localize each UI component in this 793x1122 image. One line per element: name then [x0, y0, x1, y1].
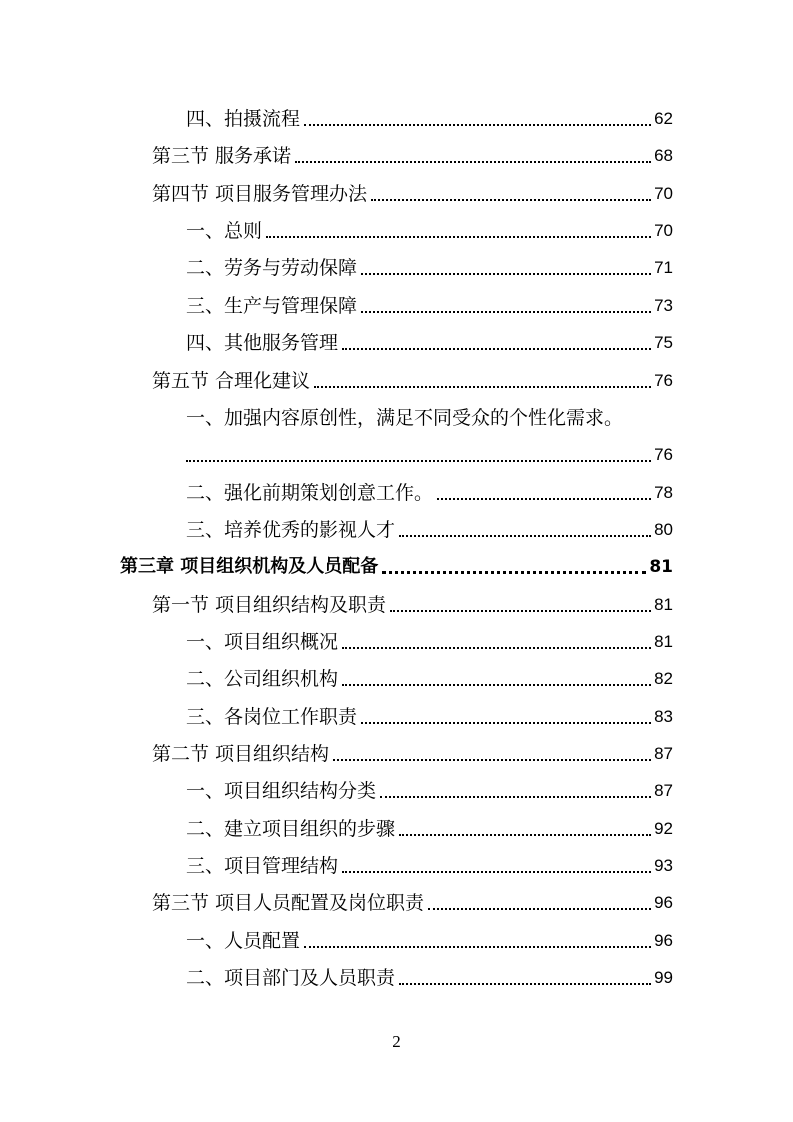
toc-entry-page: 62	[654, 109, 673, 128]
toc-entry[interactable]	[186, 328, 673, 358]
toc-entry-title: 第四节 项目服务管理办法	[152, 183, 368, 205]
toc-entry[interactable]	[186, 963, 673, 993]
dot-leader	[399, 535, 651, 537]
dot-leader	[399, 983, 651, 985]
toc-entry-title: 四、其他服务管理	[186, 332, 339, 354]
toc-entry[interactable]	[186, 515, 673, 545]
toc-entry[interactable]	[186, 216, 673, 246]
toc-entry-page: 81	[654, 595, 673, 614]
dot-leader	[266, 236, 651, 238]
toc-entry-page: 80	[654, 520, 673, 539]
dot-leader	[371, 199, 651, 201]
toc-entry-title: 一、总则	[186, 220, 263, 242]
toc-entry-title: 二、公司组织机构	[186, 668, 339, 690]
toc-entry-title: 一、项目组织概况	[186, 631, 339, 653]
toc-entry-page: 70	[654, 221, 673, 240]
toc-entry-page: 83	[654, 707, 673, 726]
toc-entry[interactable]	[186, 291, 673, 321]
toc-entry-continuation[interactable]	[186, 440, 673, 470]
dot-leader	[186, 460, 651, 462]
toc-entry[interactable]	[186, 627, 673, 657]
dot-leader	[390, 610, 651, 612]
toc-entry-page: 96	[654, 893, 673, 912]
toc-entry-title: 一、项目组织结构分类	[186, 780, 377, 802]
toc-entry-title: 三、生产与管理保障	[186, 295, 358, 317]
toc-entry[interactable]	[186, 926, 673, 956]
toc-entry[interactable]	[186, 253, 673, 283]
toc-entry[interactable]	[152, 739, 673, 769]
dot-leader	[333, 759, 651, 761]
dot-leader	[428, 908, 651, 910]
toc-entry-page: 76	[654, 371, 673, 390]
page-number: 2	[392, 1032, 401, 1051]
toc-entry-title: 一、人员配置	[186, 930, 301, 952]
toc-entry-page: 82	[654, 669, 673, 688]
dot-leader	[361, 311, 651, 313]
toc-entry-page: 93	[654, 856, 673, 875]
dot-leader	[382, 571, 646, 574]
toc-entry-page: 73	[654, 296, 673, 315]
toc-entry-title: 二、建立项目组织的步骤	[186, 818, 396, 840]
dot-leader	[342, 647, 651, 649]
toc-entry[interactable]	[186, 478, 673, 508]
dot-leader	[437, 498, 651, 500]
toc-entry-page: 92	[654, 819, 673, 838]
toc-entry-page: 81	[654, 632, 673, 651]
toc-entry-page: 76	[654, 445, 673, 464]
toc-entry-page: 78	[654, 483, 673, 502]
toc-entry[interactable]	[186, 814, 673, 844]
toc-entry[interactable]	[152, 888, 673, 918]
toc-entry-title: 三、各岗位工作职责	[186, 706, 358, 728]
toc-entry[interactable]	[186, 664, 673, 694]
toc-entry-page: 70	[654, 184, 673, 203]
dot-leader	[361, 273, 651, 275]
toc-entry-title: 三、培养优秀的影视人才	[186, 519, 396, 541]
toc-entry-title: 二、强化前期策划创意工作。	[186, 482, 434, 504]
toc-entry-title: 四、拍摄流程	[186, 108, 301, 130]
dot-leader	[342, 684, 651, 686]
toc-entry-title: 第二节 项目组织结构	[152, 743, 330, 765]
toc-entry[interactable]	[186, 776, 673, 806]
toc-entry[interactable]	[152, 590, 673, 620]
toc-entry-page: 99	[654, 968, 673, 987]
dot-leader	[295, 161, 651, 163]
toc-entry-page: 75	[654, 333, 673, 352]
toc-entry[interactable]	[152, 366, 673, 396]
toc-entry-title: 第五节 合理化建议	[152, 370, 311, 392]
toc-entry-title: 一、加强内容原创性，满足不同受众的个性化需求。	[186, 407, 624, 429]
toc-entry-title: 二、劳务与劳动保障	[186, 257, 358, 279]
toc-entry-page: 81	[649, 557, 673, 577]
toc-entry-page: 87	[654, 744, 673, 763]
toc-entry-page: 87	[654, 781, 673, 800]
toc-entry-title: 第一节 项目组织结构及职责	[152, 594, 387, 616]
dot-leader	[399, 834, 651, 836]
toc-entry-title: 三、项目管理结构	[186, 855, 339, 877]
dot-leader	[304, 946, 651, 948]
dot-leader	[314, 386, 651, 388]
dot-leader	[342, 348, 651, 350]
toc-entry-title: 第三节 项目人员配置及岗位职责	[152, 892, 425, 914]
toc-entry[interactable]	[186, 702, 673, 732]
toc-chapter-entry[interactable]	[120, 552, 673, 582]
dot-leader	[380, 796, 651, 798]
toc-entry[interactable]	[186, 403, 686, 433]
dot-leader	[304, 124, 651, 126]
toc-entry[interactable]	[152, 179, 673, 209]
toc-entry[interactable]	[186, 104, 673, 134]
toc-entry-title: 第三章 项目组织机构及人员配备	[120, 556, 379, 577]
dot-leader	[342, 871, 651, 873]
toc-entry[interactable]	[186, 851, 673, 881]
dot-leader	[361, 722, 651, 724]
toc-entry-page: 71	[654, 258, 673, 277]
toc-entry[interactable]	[152, 141, 673, 171]
toc-entry-page: 68	[654, 146, 673, 165]
toc-entry-title: 二、项目部门及人员职责	[186, 967, 396, 989]
toc-entry-page: 96	[654, 931, 673, 950]
toc-entry-title: 第三节 服务承诺	[152, 145, 292, 167]
